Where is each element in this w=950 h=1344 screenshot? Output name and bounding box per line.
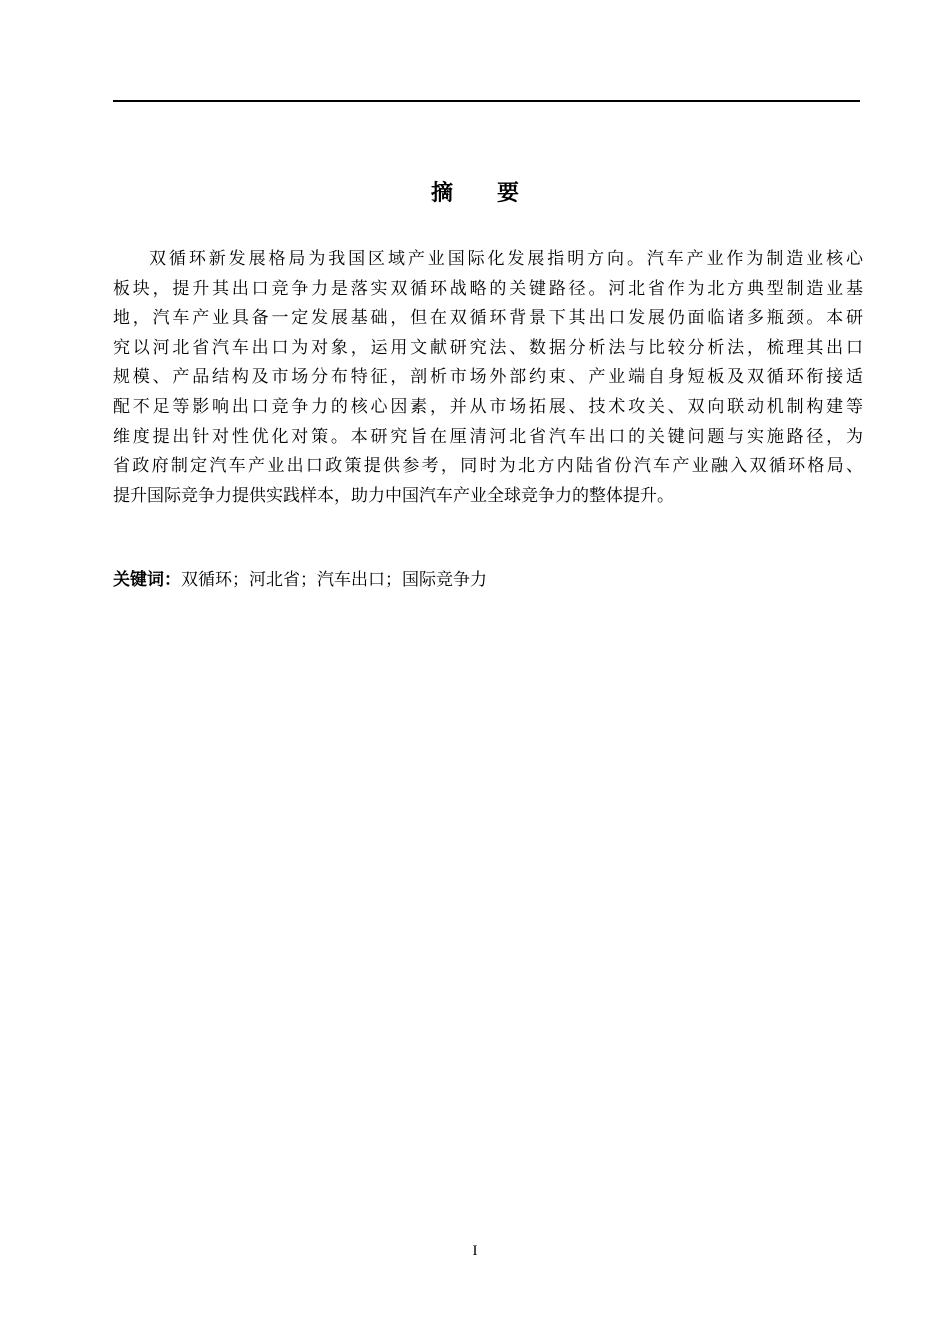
abstract-line: 规模、产品结构及市场分布特征，剖析市场外部约束、产业端自身短板及双循环衔接适 bbox=[113, 367, 863, 388]
keywords bbox=[113, 566, 487, 594]
abstract-body bbox=[113, 245, 863, 511]
page-title bbox=[0, 178, 950, 210]
abstract-line: 地，汽车产业具备一定发展基础，但在双循环背景下其出口发展仍面临诸多瓶颈。本研 bbox=[113, 308, 863, 329]
keywords-text: 双循环；河北省；汽车出口；国际竞争力 bbox=[181, 570, 487, 590]
abstract-line: 究以河北省汽车出口为对象，运用文献研究法、数据分析法与比较分析法，梳理其出口 bbox=[113, 337, 863, 358]
abstract-line: 提升国际竞争力提供实践样本，助力中国汽车产业全球竞争力的整体提升。 bbox=[113, 485, 674, 506]
title-char-1: 摘 bbox=[430, 181, 453, 206]
header-rule bbox=[113, 100, 860, 102]
abstract-line: 配不足等影响出口竞争力的核心因素，并从市场拓展、技术攻关、双向联动机制构建等 bbox=[113, 396, 863, 417]
abstract-line: 板块，提升其出口竞争力是落实双循环战略的关键路径。河北省作为北方典型制造业基 bbox=[113, 278, 863, 299]
abstract-line: 省政府制定汽车产业出口政策提供参考，同时为北方内陆省份汽车产业融入双循环格局、 bbox=[113, 456, 863, 477]
abstract-line: 双循环新发展格局为我国区域产业国际化发展指明方向。汽车产业作为制造业核心 bbox=[149, 249, 863, 269]
page-number: I bbox=[472, 1243, 478, 1259]
abstract-line: 维度提出针对性优化对策。本研究旨在厘清河北省汽车出口的关键问题与实施路径，为 bbox=[113, 426, 863, 447]
keywords-label: 关键词： bbox=[113, 570, 181, 590]
title-char-2: 要 bbox=[497, 181, 520, 206]
